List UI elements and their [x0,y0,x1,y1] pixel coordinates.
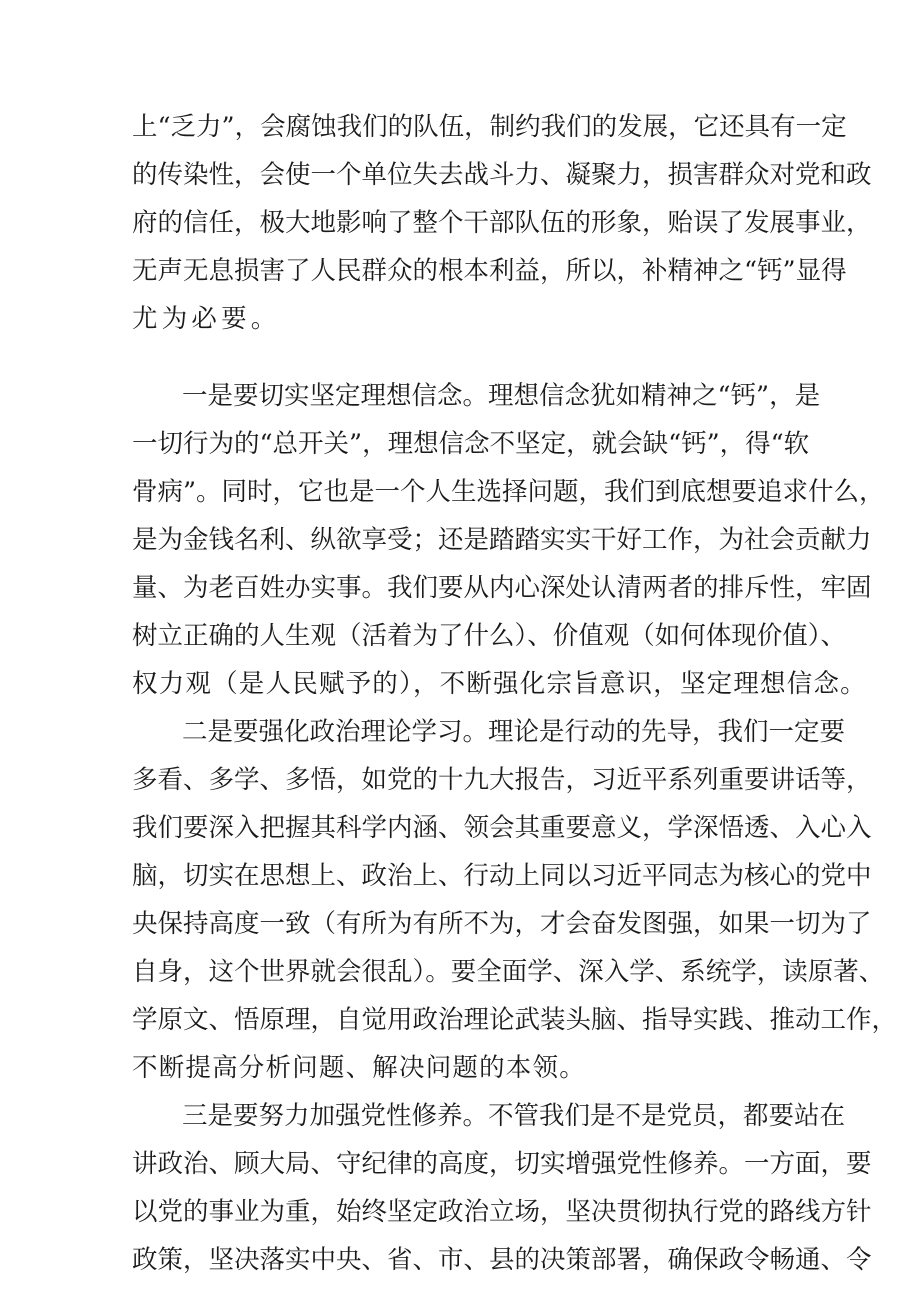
line-text: 骨病”。同时，它也是一个人生选择问题，我们到底想要追求什么， [132,477,885,507]
line-text: 权力观（是人民赋予的），不断强化宗旨意识，坚定理想信念。 [132,669,867,699]
line-text: 脑，切实在思想上、政治上、行动上同以习近平同志为核心的党中 [132,861,872,891]
text-line [132,1005,898,1038]
text-line [132,304,281,337]
text-line [132,160,872,193]
line-text: 政策，坚决落实中央、省、市、县的决策部署，确保政令畅通、令 [132,1245,872,1275]
text-line [132,813,872,846]
line-text: 以党的事业为重，始终坚定政治立场，坚决贯彻执行党的路线方针 [132,1197,872,1227]
text-line [132,1245,872,1278]
line-text: 的传染性，会使一个单位失去战斗力、凝聚力，损害群众对党和政 [132,160,872,190]
text-line [132,669,867,702]
text-line [132,256,847,289]
paragraph-start-line [182,717,846,750]
text-line [132,1197,872,1230]
line-text: 二是要强化政治理论学习。理论是行动的先导，我们一定要 [182,717,846,747]
text-line [132,1053,586,1086]
text-line [132,1149,872,1182]
line-text: 府的信任，极大地影响了整个干部队伍的形象，贻误了发展事业， [132,208,872,238]
line-text: 央保持高度一致（有所为有所不为，才会奋发图强，如果一切为了 [132,909,872,939]
text-line [132,208,872,241]
text-line [132,112,847,145]
text-line [132,525,872,558]
line-text: 我们要深入把握其科学内涵、领会其重要意义，学深悟透、入心入 [132,813,872,843]
line-text: 无声无息损害了人民群众的根本利益，所以，补精神之“钙”显得 [132,256,847,286]
text-line [132,765,872,798]
line-text: 尤为必要。 [132,304,281,334]
text-line [132,909,872,942]
text-line [132,861,872,894]
line-text: 自身，这个世界就会很乱）。要全面学、深入学、系统学，读原著、 [132,957,885,987]
line-text: 三是要努力加强党性修养。不管我们是不是党员，都要站在 [182,1101,846,1131]
paragraph-start-line [182,381,821,414]
text-line [132,477,885,510]
line-text: 讲政治、顾大局、守纪律的高度，切实增强党性修养。一方面，要 [132,1149,872,1179]
text-line [132,957,885,990]
text-line [132,621,847,654]
line-text: 多看、多学、多悟，如党的十九大报告，习近平系列重要讲话等， [132,765,872,795]
line-text: 一切行为的“总开关”，理想信念不坚定，就会缺“钙”，得“软 [132,429,810,459]
line-text: 树立正确的人生观（活着为了什么）、价值观（如何体现价值）、 [132,621,847,651]
line-text: 学原文、悟原理，自觉用政治理论武装头脑、指导实践、推动工作， [132,1005,898,1035]
text-line [132,429,810,462]
line-text: 上“乏力”，会腐蚀我们的队伍，制约我们的发展，它还具有一定 [132,112,847,142]
text-line [132,573,872,606]
paragraph-start-line [182,1101,846,1134]
line-text: 不断提高分析问题、解决问题的本领。 [132,1053,586,1083]
line-text: 量、为老百姓办实事。我们要从内心深处认清两者的排斥性，牢固 [132,573,872,603]
line-text: 是为金钱名利、纵欲享受；还是踏踏实实干好工作，为社会贡献力 [132,525,872,555]
line-text: 一是要切实坚定理想信念。理想信念犹如精神之“钙”，是 [182,381,821,411]
